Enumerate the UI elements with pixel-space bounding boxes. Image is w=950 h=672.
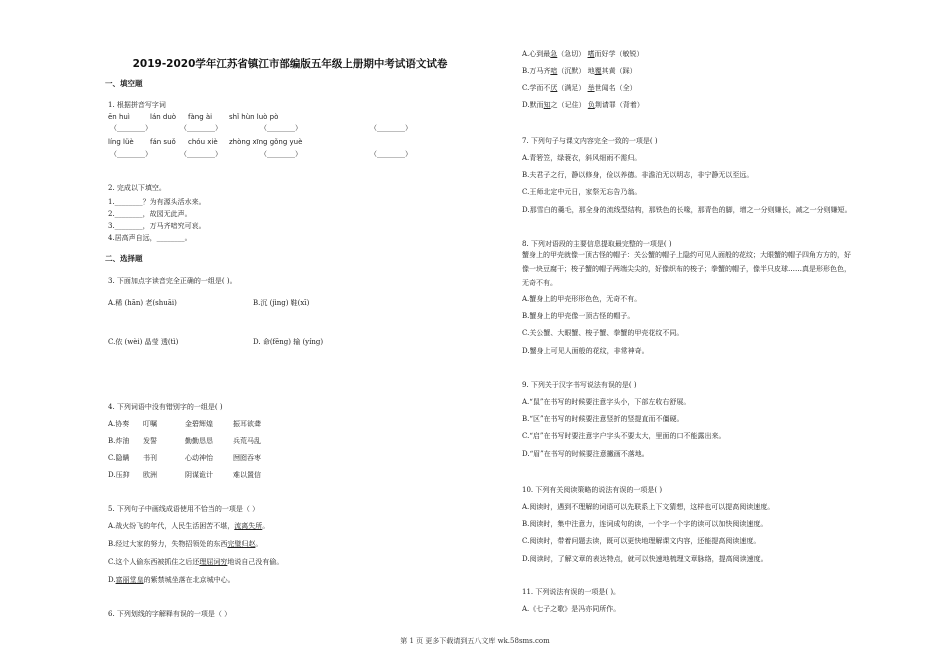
q1-blank[interactable]: （________） (180, 124, 222, 132)
q5-option-b[interactable]: B.经过大家的努力，失物招领处的东西完璧归赵。 (108, 540, 263, 548)
q4-d-4: 难以置信 (233, 471, 261, 479)
q1-blank[interactable]: （________） (370, 124, 412, 132)
q4-a-2: 叮嘱 (143, 420, 157, 428)
q1-blank[interactable]: （________） (370, 150, 412, 158)
q5-option-a[interactable]: A.战火纷飞的年代，人民生活困苦不堪，流离失所。 (108, 522, 270, 530)
q3-option-c[interactable]: C.依 (wèi) 晶莹 透(tì) (108, 338, 179, 346)
q1-pinyin-8: zhòng xīng gǒng yuè (229, 138, 303, 146)
exam-title: 2019-2020学年江苏省镇江市部编版五年级上册期中考试语文试卷 (132, 58, 448, 70)
q2-line: 2.________，故园无此声。 (108, 210, 192, 218)
q9-option-c[interactable]: C.“启”在书写时要注意字户字头不要太大，里面的口不能露出来。 (522, 432, 726, 440)
q1-blank[interactable]: （________） (180, 150, 222, 158)
q9-option-d[interactable]: D.“眉”在书写的时候要注意撇画不落地。 (522, 450, 649, 458)
q4-stem: 4. 下列词语中没有错别字的一组是( ) (108, 403, 223, 411)
q1-pinyin-5: líng lüè (108, 138, 134, 146)
q4-b-2: 发誓 (143, 437, 157, 445)
q4-d-3: 阴谋诡计 (185, 471, 213, 479)
q2-stem: 2. 完成以下填空。 (108, 184, 166, 192)
q5-option-c[interactable]: C.这个人偷东西被抓住之后还理屈词穷地说自己没有偷。 (108, 558, 284, 566)
q7-option-b[interactable]: B.夫君子之行，静以修身，俭以养德。非澹泊无以明志，非宁静无以至远。 (522, 171, 754, 179)
q10-option-a[interactable]: A.阅读时，遇到不理解的词语可以先联系上下文猜想，这样也可以提高阅读速度。 (522, 503, 775, 511)
q2-line: 3.________，万马齐喑究可哀。 (108, 222, 206, 230)
section-choice-heading: 二、选择题 (105, 254, 143, 263)
q11-stem: 11. 下列说法有误的一项是( )。 (522, 588, 621, 596)
q4-b-1[interactable]: B.炸油 (108, 437, 130, 445)
q8-option-d[interactable]: D.蟹身上可见人面般的花纹，非常神奇。 (522, 347, 649, 355)
q10-option-b[interactable]: B.阅读时，集中注意力，连词成句的读，一个字一个字的读可以加快阅读速度。 (522, 520, 768, 528)
q1-pinyin-2: lán duò (150, 113, 177, 121)
q9-option-a[interactable]: A.“鼠”在书写的时候要注意字头小，下部左收右舒展。 (522, 398, 691, 406)
q8-option-a[interactable]: A.蟹身上的甲壳形形色色，无奇不有。 (522, 295, 642, 303)
q8-passage-line: 像一块豆腐干；梭子蟹的帽子两端尖尖的，好像织布的梭子；拳蟹的帽子，像半只皮球……真是形形色色， (522, 265, 851, 273)
q6-option-a[interactable]: A.心到最急（急切） 嗜而好学（敏锐） (522, 50, 644, 58)
q7-option-c[interactable]: C.王师北定中元日，家祭无忘告乃翁。 (522, 188, 642, 196)
q3-stem: 3. 下面加点字读音完全正确的一组是( )。 (108, 277, 237, 285)
q4-c-4: 囫囵吞枣 (233, 454, 261, 462)
q4-c-1[interactable]: C.隐瞒 (108, 454, 130, 462)
q6-option-b[interactable]: B.万马齐喑（沉默） 地覆其黄（踩） (522, 67, 637, 75)
q1-blank[interactable]: （________） (260, 150, 302, 158)
q10-stem: 10. 下列有关阅读策略的说法有误的一项是( ) (522, 486, 663, 494)
q6-option-c[interactable]: C.学而不厌（满足） 举世闻名（全） (522, 84, 637, 92)
q7-stem: 7. 下列句子与课文内容完全一致的一项是( ) (522, 137, 658, 145)
page-footer: 第 1 页 更多下载请到五八文库 wk.58sms.com (400, 637, 550, 645)
q8-option-b[interactable]: B.蟹身上的甲壳像一顶古怪的帽子。 (522, 312, 635, 320)
q4-a-1[interactable]: A.协奏 (108, 420, 130, 428)
q1-stem: 1. 根据拼音写字词 (108, 101, 166, 109)
q4-c-3: 心动神怡 (185, 454, 213, 462)
q10-option-d[interactable]: D.阅读时，了解文章的表达特点，就可以快速地梳理文章脉络，提高阅读速度。 (522, 555, 768, 563)
q1-pinyin-3: fàng ài (188, 113, 213, 121)
q3-option-d[interactable]: D. 命(fēng) 输 (yíng) (253, 338, 324, 346)
q9-option-b[interactable]: B.“区”在书写的时候要注意竖折的竖提直而不僵硬。 (522, 415, 684, 423)
q4-a-3: 金碧辉煌 (185, 420, 213, 428)
q8-stem: 8. 下列对语段的主要信息提取最完整的一项是( ) (522, 240, 672, 248)
q8-passage-line: 蟹身上的甲壳就像一顶古怪的帽子：关公蟹的帽子上隐约可见人面般的花纹；大眼蟹的帽子四角方方的，好 (522, 251, 851, 259)
section-fill-heading: 一、填空题 (105, 79, 143, 88)
q3-option-b[interactable]: B.沉 (jìng) 鞋(xī) (253, 299, 310, 307)
q5-stem: 5. 下列句子中画线成语使用不恰当的一项是（ ） (108, 505, 260, 513)
q4-b-4: 兵荒马乱 (233, 437, 261, 445)
q11-option-a[interactable]: A.《七子之歌》是冯亦同所作。 (522, 605, 621, 613)
q10-option-c[interactable]: C.阅读时，带着问题去读，既可以更快地理解课文内容，还能提高阅读速度。 (522, 537, 761, 545)
q1-pinyin-4: shǐ hùn luò pò (229, 113, 279, 121)
q9-stem: 9. 下列关于汉字书写说法有误的是( ) (522, 381, 637, 389)
q1-blank[interactable]: （________） (110, 150, 152, 158)
q3-option-a[interactable]: A.稀 (hān) 老(shuāi) (108, 299, 177, 307)
q1-blank[interactable]: （________） (110, 124, 152, 132)
q1-pinyin-6: fán suǒ (150, 138, 176, 146)
q1-pinyin-1: ēn huì (108, 113, 130, 121)
q8-option-c[interactable]: C.关公蟹、大眼蟹、梭子蟹、拳蟹的甲壳花纹不同。 (522, 329, 684, 337)
q6-stem: 6. 下列划线的字解释有误的一项是（ ） (108, 610, 232, 618)
q2-line: 1.________？为有源头活水来。 (108, 198, 206, 206)
q2-line: 4.居高声自远，________。 (108, 234, 192, 242)
q4-a-4: 振耳欲聋 (233, 420, 261, 428)
q4-d-1[interactable]: D.压抑 (108, 471, 130, 479)
q6-option-d[interactable]: D.默而知之（记住） 负荆请罪（背着） (522, 101, 644, 109)
q4-c-2: 书刊 (143, 454, 157, 462)
q7-option-a[interactable]: A.青箬笠，绿蓑衣，斜风细雨不需归。 (522, 154, 642, 162)
q4-d-2: 欧洲 (143, 471, 157, 479)
q8-passage-line: 无奇不有。 (522, 279, 557, 287)
q1-blank[interactable]: （________） (260, 124, 302, 132)
q7-option-d[interactable]: D.那雪白的羹毛，那全身的流线型结构，那铁色的长喙，那青色的脚，增之一分则嫌长，减之一分则嫌短。 (522, 206, 852, 214)
q1-pinyin-7: chóu xiè (188, 138, 218, 146)
q5-option-d[interactable]: D.富丽堂皇的紫禁城坐落在北京城中心。 (108, 576, 235, 584)
q4-b-3: 勤勤恳恳 (185, 437, 213, 445)
